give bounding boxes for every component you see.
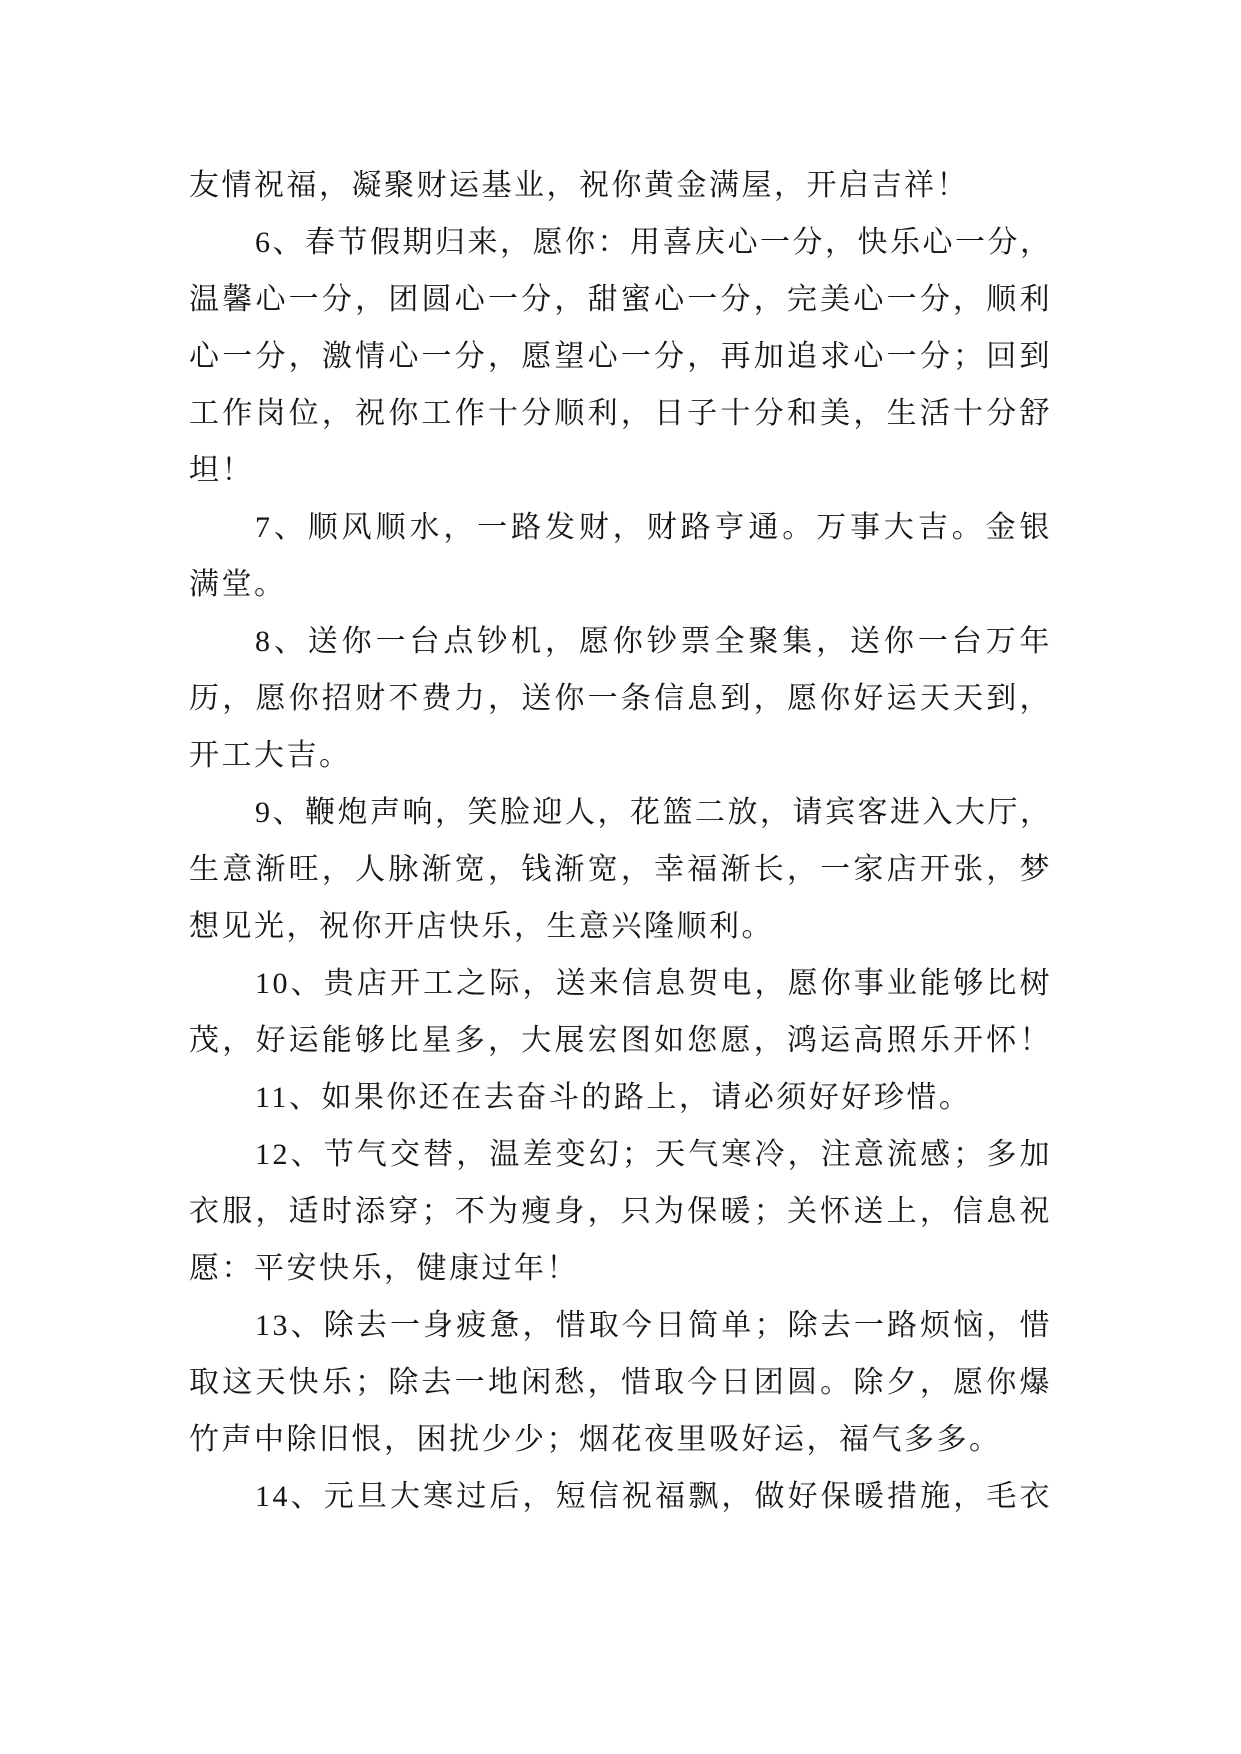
paragraph-13 [189,1297,1052,1468]
paragraph-10 [189,955,1052,1069]
paragraph-line: 开工大吉。 [189,739,352,772]
paragraph-line: 心一分，激情心一分，愿望心一分，再加追求心一分；回到 [189,340,1052,373]
paragraph-line: 满堂。 [189,568,287,601]
paragraph-line: 7、顺风顺水，一路发财，财路亨通。万事大吉。金银 [255,511,1052,544]
paragraph-line: 想见光，祝你开店快乐，生意兴隆顺利。 [189,910,774,943]
paragraph-9 [189,784,1052,955]
paragraph-line: 取这天快乐；除去一地闲愁，惜取今日团圆。除夕，愿你爆 [189,1366,1052,1399]
paragraph-line: 6、春节假期归来，愿你：用喜庆心一分，快乐心一分， [255,226,1053,259]
paragraph-line: 竹声中除旧恨，困扰少少；烟花夜里吸好运，福气多多。 [189,1423,1002,1456]
paragraph-line: 13、除去一身疲惫，惜取今日简单；除去一路烦恼，惜 [255,1309,1052,1342]
document-body [189,157,1052,1525]
paragraph-7 [189,499,1052,613]
paragraph-6 [189,214,1052,499]
paragraph-14 [189,1468,1052,1525]
paragraph-line: 温馨心一分，团圆心一分，甜蜜心一分，完美心一分，顺利 [189,283,1052,316]
paragraph-12 [189,1126,1052,1297]
paragraph-line: 12、节气交替，温差变幻；天气寒冷，注意流感；多加 [255,1138,1052,1171]
paragraph-line: 工作岗位，祝你工作十分顺利，日子十分和美，生活十分舒 [189,397,1052,430]
paragraph-line: 10、贵店开工之际，送来信息贺电，愿你事业能够比树 [255,967,1052,1000]
paragraph-8 [189,613,1052,784]
paragraph-line: 历，愿你招财不费力，送你一条信息到，愿你好运天天到， [189,682,1052,715]
paragraph-line: 生意渐旺，人脉渐宽，钱渐宽，幸福渐长，一家店开张，梦 [189,853,1052,886]
paragraph-line: 友情祝福，凝聚财运基业，祝你黄金满屋，开启吉祥！ [189,169,969,202]
paragraph-line: 坦！ [189,454,254,487]
paragraph-line: 茂，好运能够比星多，大展宏图如您愿，鸿运高照乐开怀！ [189,1024,1052,1057]
paragraph-line: 衣服，适时添穿；不为瘦身，只为保暖；关怀送上，信息祝 [189,1195,1052,1228]
paragraph-continued [189,157,1052,214]
paragraph-11 [189,1069,1052,1126]
paragraph-line: 11、如果你还在去奋斗的路上，请必须好好珍惜。 [255,1081,972,1114]
paragraph-line: 14、元旦大寒过后，短信祝福飘，做好保暖措施，毛衣 [255,1480,1052,1513]
paragraph-line: 8、送你一台点钞机，愿你钞票全聚集，送你一台万年 [255,625,1052,658]
paragraph-line: 9、鞭炮声响，笑脸迎人，花篮二放，请宾客进入大厅， [255,796,1053,829]
paragraph-line: 愿：平安快乐，健康过年！ [189,1252,579,1285]
